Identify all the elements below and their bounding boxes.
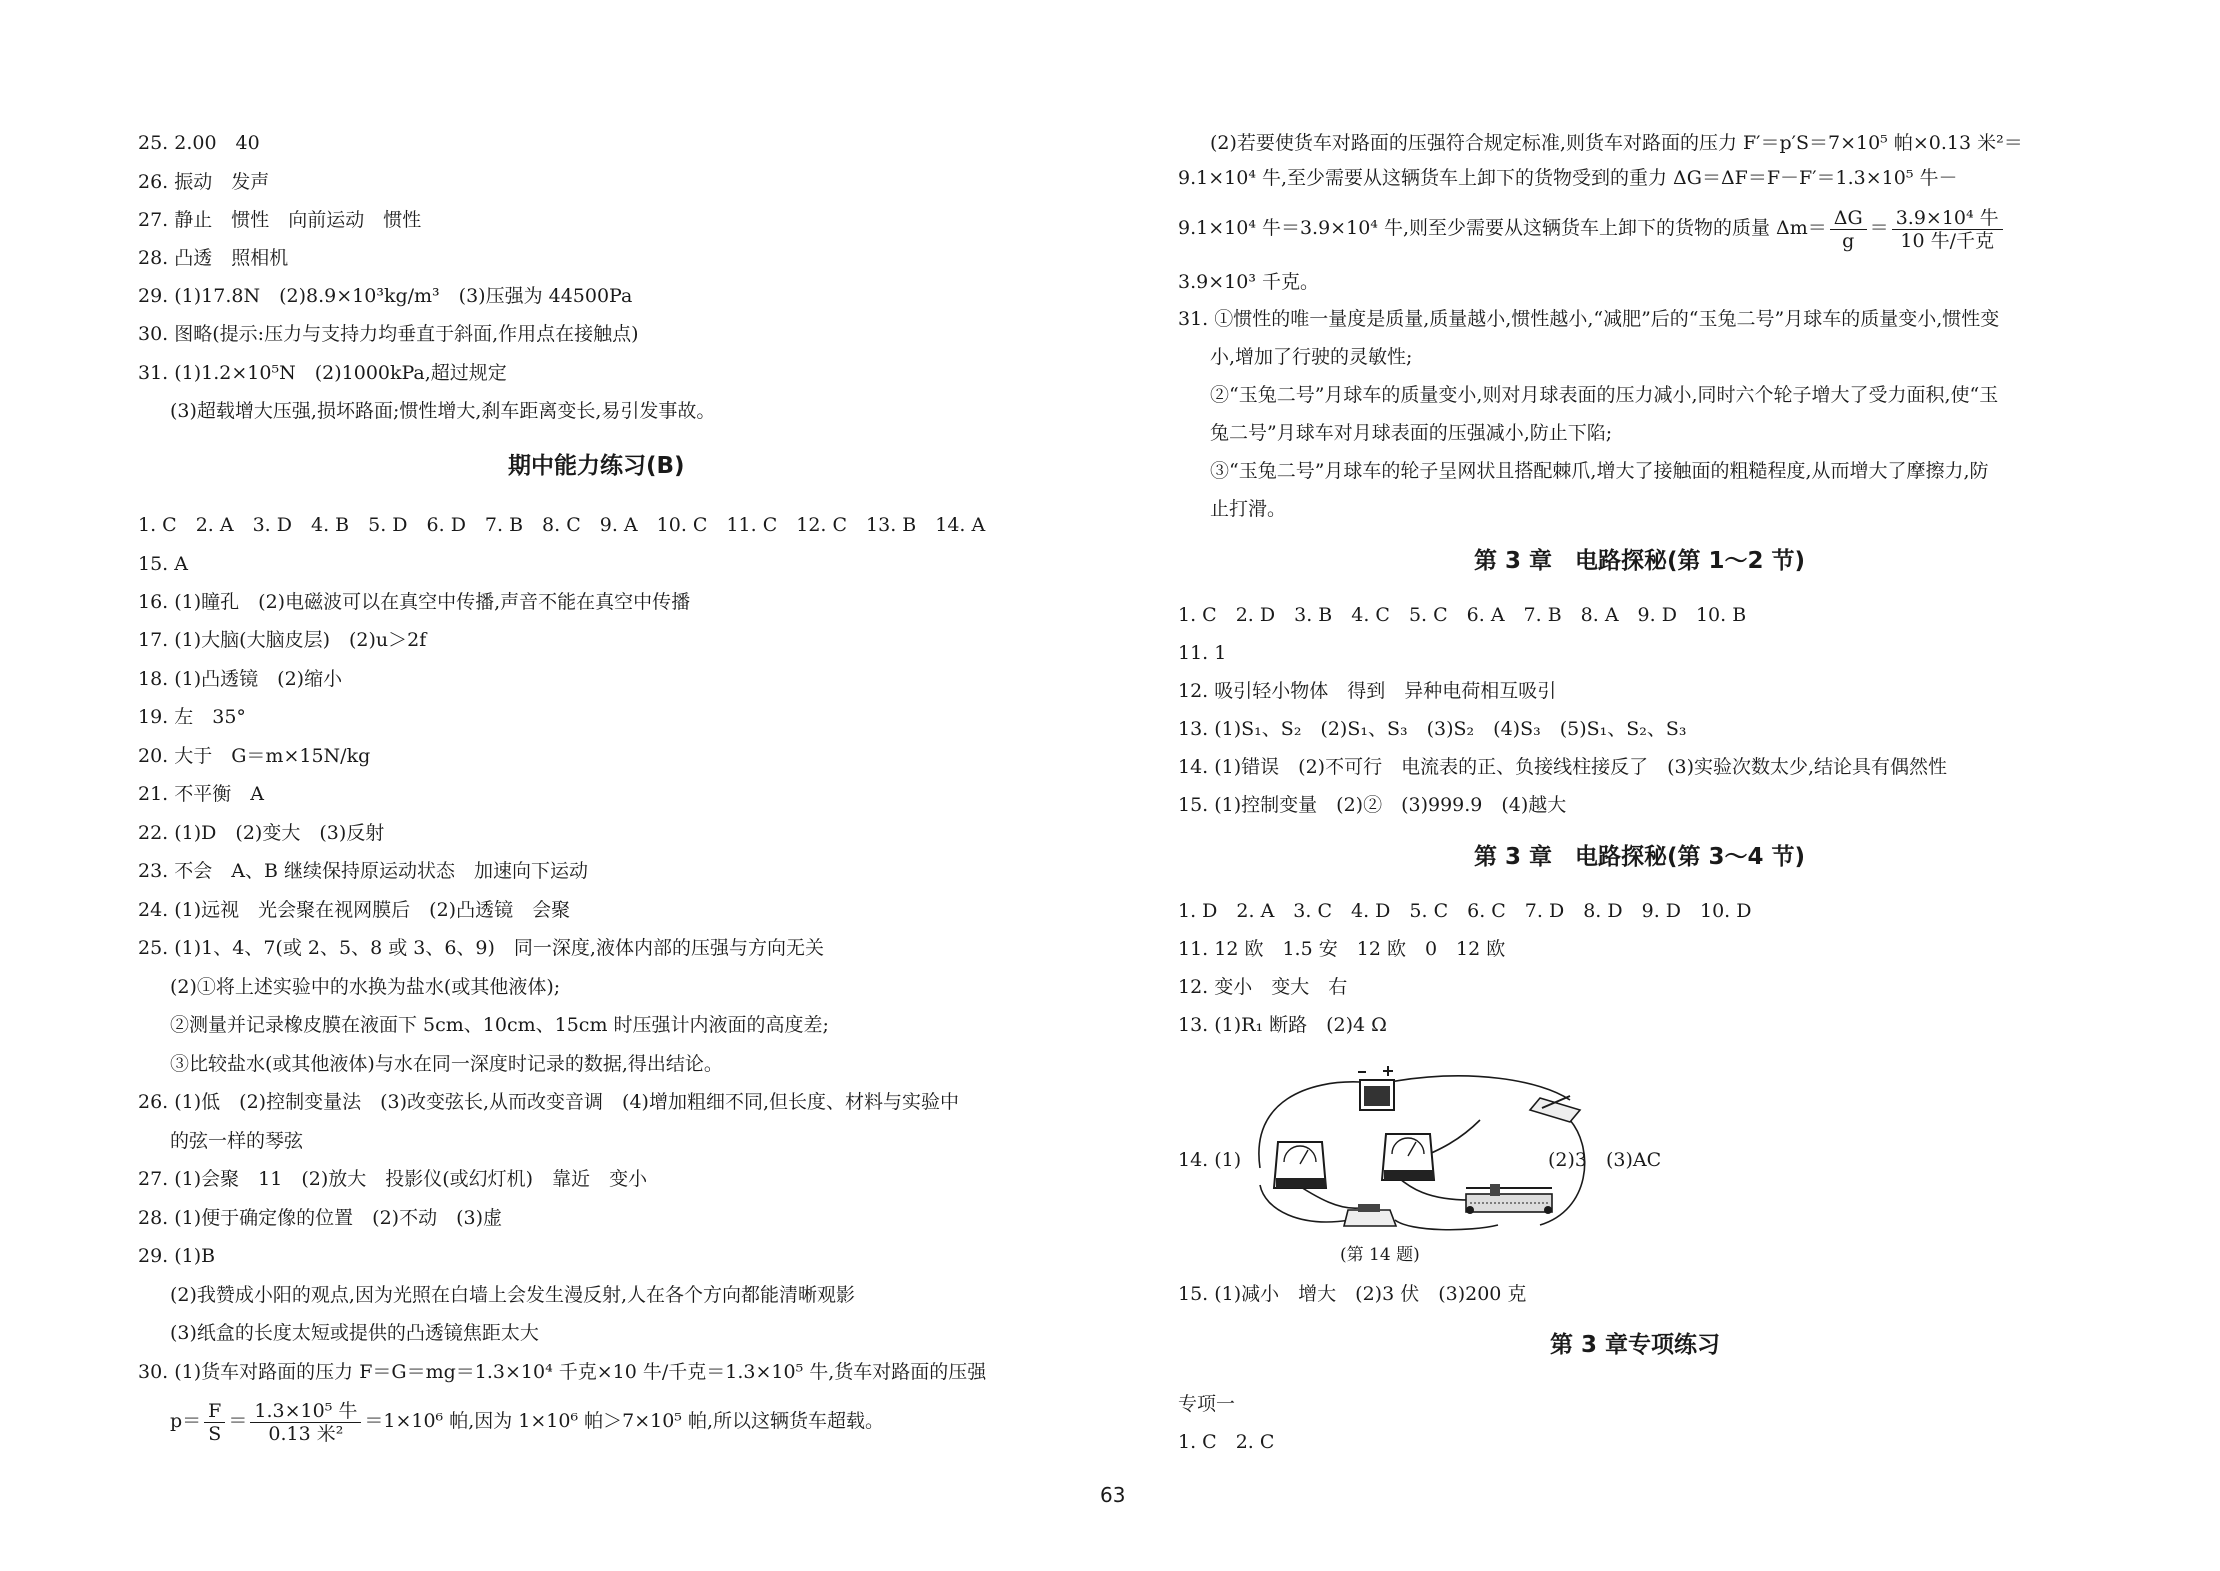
answer-line: 24. (1)远视 光会聚在视网膜后 (2)凸透镜 会聚 [138, 899, 571, 921]
answer-line: 18. (1)凸透镜 (2)缩小 [138, 668, 343, 690]
answer-line: 19. 左 35° [138, 706, 246, 728]
answer-line: 21. 不平衡 A [138, 783, 264, 805]
rheostat-icon [1466, 1184, 1552, 1214]
section-heading: 第 3 章 电路探秘(第 1～2 节) [1474, 548, 1806, 574]
answer-line: (3)纸盒的长度太短或提供的凸透镜焦距太大 [170, 1322, 539, 1344]
answer-line: (2)我赞成小阳的观点,因为光照在白墙上会发生漫反射,人在各个方向都能清晰观影 [170, 1284, 855, 1306]
answer-line: 15. (1)控制变量 (2)② (3)999.9 (4)越大 [1178, 794, 1567, 816]
fraction-numerator: ΔG [1830, 207, 1867, 230]
answer-line: 16. (1)瞳孔 (2)电磁波可以在真空中传播,声音不能在真空中传播 [138, 591, 691, 613]
fraction-denominator: S [208, 1422, 222, 1445]
answer-line: ③“玉兔二号”月球车的轮子呈网状且搭配棘爪,增大了接触面的粗糙程度,从而增大了摩擦力,防 [1210, 460, 1989, 482]
answer-line: 22. (1)D (2)变大 (3)反射 [138, 822, 385, 844]
formula-text: 9.1×10⁴ 牛＝3.9×10⁴ 牛,则至少需要从这辆货车上卸下的货物的质量 Δm＝ [1178, 217, 1827, 239]
answer-line: (2)3 (3)AC [1548, 1149, 1662, 1171]
answer-line: 27. 静止 惯性 向前运动 惯性 [138, 209, 422, 231]
subsection-label: 专项一 [1178, 1393, 1236, 1415]
answer-line: 30. 图略(提示:压力与支持力均垂直于斜面,作用点在接触点) [138, 323, 639, 345]
fraction-numerator: 1.3×10⁵ 牛 [250, 1400, 361, 1423]
answer-line: 25. (1)1、4、7(或 2、5、8 或 3、6、9) 同一深度,液体内部的压强与方向无关 [138, 937, 824, 959]
answer-line: 3.9×10³ 千克。 [1178, 271, 1319, 293]
answer-line: 20. 大于 G＝m×15N/kg [138, 745, 371, 767]
answer-line: 止打滑。 [1210, 498, 1287, 520]
fraction-denominator: 0.13 米² [268, 1422, 344, 1445]
answer-line: 15. A [138, 553, 188, 575]
answer-line: ②测量并记录橡皮膜在液面下 5cm、10cm、15cm 时压强计内液面的高度差; [170, 1014, 829, 1036]
formula-text: p＝ [170, 1410, 202, 1432]
answer-line: (2)若要使货车对路面的压强符合规定标准,则货车对路面的压力 F′＝p′S＝7×10⁵ 帕×0.13 米²＝ [1210, 132, 2023, 154]
fraction-numerator: 3.9×10⁴ 牛 [1892, 207, 2003, 230]
switch-icon [1530, 1096, 1580, 1122]
answer-line: 的弦一样的琴弦 [170, 1130, 304, 1152]
answer-line: 1. C 2. A 3. D 4. B 5. D 6. D 7. B 8. C 9. A 10. C 11. C 12. C 13. B 14. A [138, 514, 986, 536]
answer-line: 13. (1)R₁ 断路 (2)4 Ω [1178, 1014, 1387, 1036]
formula-line [170, 1398, 884, 1445]
answer-line: 28. (1)便于确定像的位置 (2)不动 (3)虚 [138, 1207, 502, 1229]
answer-line: ②“玉兔二号”月球车的质量变小,则对月球表面的压力减小,同时六个轮子增大了受力面积,使“玉 [1210, 384, 1999, 406]
answer-line: 9.1×10⁴ 牛,至少需要从这辆货车上卸下的货物受到的重力 ΔG＝ΔF＝F－F′＝1.3×10⁵ 牛－ [1178, 167, 1958, 189]
answer-line: 小,增加了行驶的灵敏性; [1210, 346, 1413, 368]
answer-line: 11. 1 [1178, 642, 1227, 664]
answer-line: 1. C 2. D 3. B 4. C 5. C 6. A 7. B 8. A 9. D 10. B [1178, 604, 1747, 626]
fraction [1892, 207, 2003, 252]
answer-line: 兔二号”月球车对月球表面的压强减小,防止下陷; [1210, 422, 1613, 444]
answer-line: 25. 2.00 40 [138, 132, 260, 154]
fraction [1830, 207, 1867, 252]
answer-line: 31. (1)1.2×10⁵N (2)1000kPa,超过规定 [138, 362, 507, 384]
answer-line: 28. 凸透 照相机 [138, 247, 289, 269]
answer-line: 11. 12 欧 1.5 安 12 欧 0 12 欧 [1178, 938, 1506, 960]
answer-line: 15. (1)减小 增大 (2)3 伏 (3)200 克 [1178, 1283, 1527, 1305]
formula-text: ＝ [228, 1410, 248, 1432]
circuit-figure [1240, 1060, 1600, 1238]
answer-line: 26. (1)低 (2)控制变量法 (3)改变弦长,从而改变音调 (4)增加粗细不同,但长度、材料与实验中 [138, 1091, 959, 1113]
section-heading: 第 3 章 电路探秘(第 3～4 节) [1474, 844, 1806, 870]
answer-line: 14. (1)错误 (2)不可行 电流表的正、负接线柱接反了 (3)实验次数太少,结论具有偶然性 [1178, 756, 1948, 778]
page-number: 63 [1100, 1483, 1126, 1507]
answer-line: 29. (1)B [138, 1245, 216, 1267]
ammeter-icon [1274, 1142, 1326, 1188]
answer-line: 30. (1)货车对路面的压力 F＝G＝mg＝1.3×10⁴ 千克×10 牛/千克＝1.3×10⁵ 牛,货车对路面的压强 [138, 1361, 987, 1383]
answer-line: 1. C 2. C [1178, 1431, 1275, 1453]
formula-line [1178, 205, 2006, 252]
answer-line: 26. 振动 发声 [138, 171, 270, 193]
answer-line: 13. (1)S₁、S₂ (2)S₁、S₃ (3)S₂ (4)S₃ (5)S₁、S₂、S₃ [1178, 718, 1687, 740]
answer-line: (2)①将上述实验中的水换为盐水(或其他液体); [170, 976, 561, 998]
answer-line: 14. (1) [1178, 1149, 1242, 1171]
fraction [204, 1400, 225, 1445]
section-heading: 第 3 章专项练习 [1550, 1332, 1721, 1358]
answer-line: 12. 变小 变大 右 [1178, 976, 1348, 998]
answer-line: 1. D 2. A 3. C 4. D 5. C 6. C 7. D 8. D 9. D 10. D [1178, 900, 1752, 922]
resistor-icon [1344, 1204, 1396, 1226]
answer-line: 12. 吸引轻小物体 得到 异种电荷相互吸引 [1178, 680, 1557, 702]
fraction-denominator: g [1842, 229, 1855, 252]
figure-caption: (第 14 题) [1340, 1245, 1420, 1265]
voltmeter-icon [1382, 1134, 1434, 1180]
answer-line: ③比较盐水(或其他液体)与水在同一深度时记录的数据,得出结论。 [170, 1053, 723, 1075]
fraction-numerator: F [204, 1400, 225, 1423]
answer-line: (3)超载增大压强,损坏路面;惯性增大,刹车距离变长,易引发事故。 [170, 400, 716, 422]
answer-line: 29. (1)17.8N (2)8.9×10³kg/m³ (3)压强为 44500Pa [138, 285, 633, 307]
answer-line: 31. ①惯性的唯一量度是质量,质量越小,惯性越小,“减肥”后的“玉兔二号”月球车的质量变小,惯性变 [1178, 308, 2000, 330]
section-heading: 期中能力练习(B) [508, 453, 685, 479]
fraction-denominator: 10 牛/千克 [1900, 229, 1994, 252]
fraction [250, 1400, 361, 1445]
answer-line: 27. (1)会聚 11 (2)放大 投影仪(或幻灯机) 靠近 变小 [138, 1168, 648, 1190]
formula-text: ＝ [1869, 217, 1889, 239]
formula-text: ＝1×10⁶ 帕,因为 1×10⁶ 帕＞7×10⁵ 帕,所以这辆货车超载。 [364, 1410, 885, 1432]
answer-line: 23. 不会 A、B 继续保持原运动状态 加速向下运动 [138, 860, 588, 882]
battery-icon [1358, 1066, 1394, 1110]
answer-line: 17. (1)大脑(大脑皮层) (2)u＞2f [138, 629, 427, 651]
